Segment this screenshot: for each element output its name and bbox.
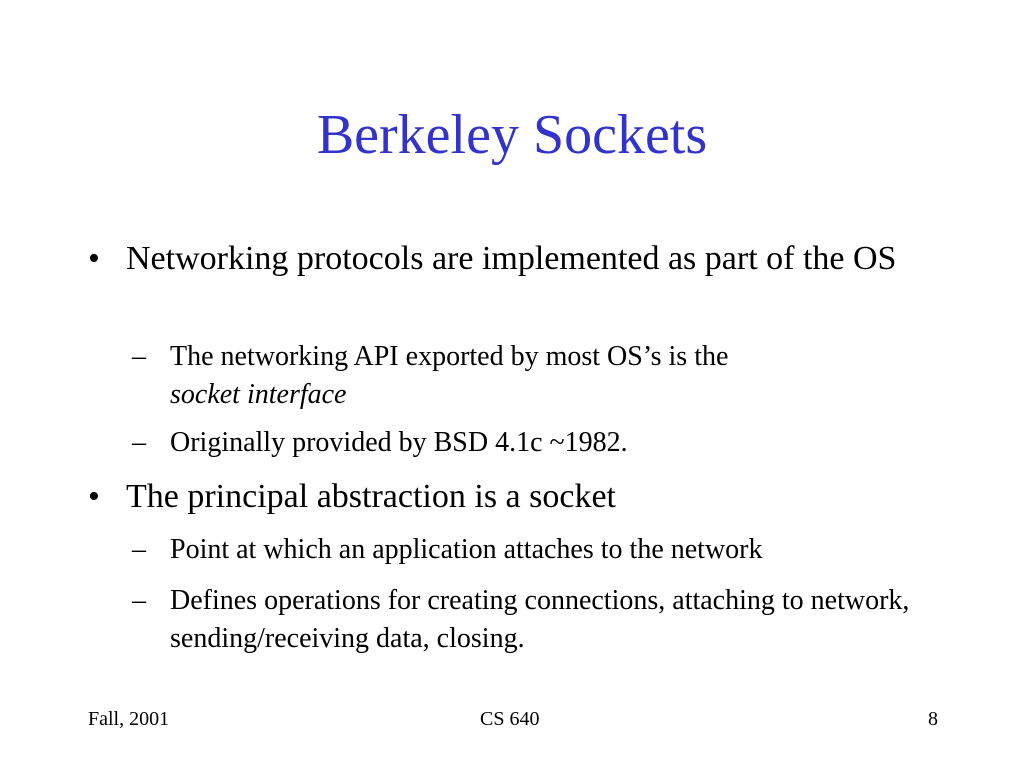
dash-marker: – bbox=[132, 585, 146, 616]
dash-marker: – bbox=[132, 341, 146, 372]
dash-marker: – bbox=[132, 427, 146, 458]
footer-course: CS 640 bbox=[480, 708, 540, 730]
footer-page-number: 8 bbox=[928, 708, 938, 730]
dash-marker: – bbox=[132, 534, 146, 565]
bullet-marker: • bbox=[88, 240, 100, 277]
subbullet-text-main: The networking API exported by most OS’s is the bbox=[170, 341, 729, 372]
bullet-text: Networking protocols are implemented as part of the OS bbox=[126, 240, 897, 277]
slide-title: Berkeley Sockets bbox=[316, 104, 708, 166]
bullet-marker: • bbox=[88, 478, 100, 515]
footer-date: Fall, 2001 bbox=[88, 708, 170, 730]
bullet-text: The principal abstraction is a socket bbox=[126, 478, 616, 515]
subbullet-text: Originally provided by BSD 4.1c ~1982. bbox=[170, 427, 628, 458]
subbullet-text-italic: socket interface bbox=[170, 379, 347, 410]
subbullet-text: Point at which an application attaches to the network bbox=[170, 534, 763, 565]
subbullet-text: Defines operations for creating connections, attaching to network, sending/receiving data, closing. bbox=[170, 585, 910, 654]
subbullet-text bbox=[170, 338, 950, 414]
